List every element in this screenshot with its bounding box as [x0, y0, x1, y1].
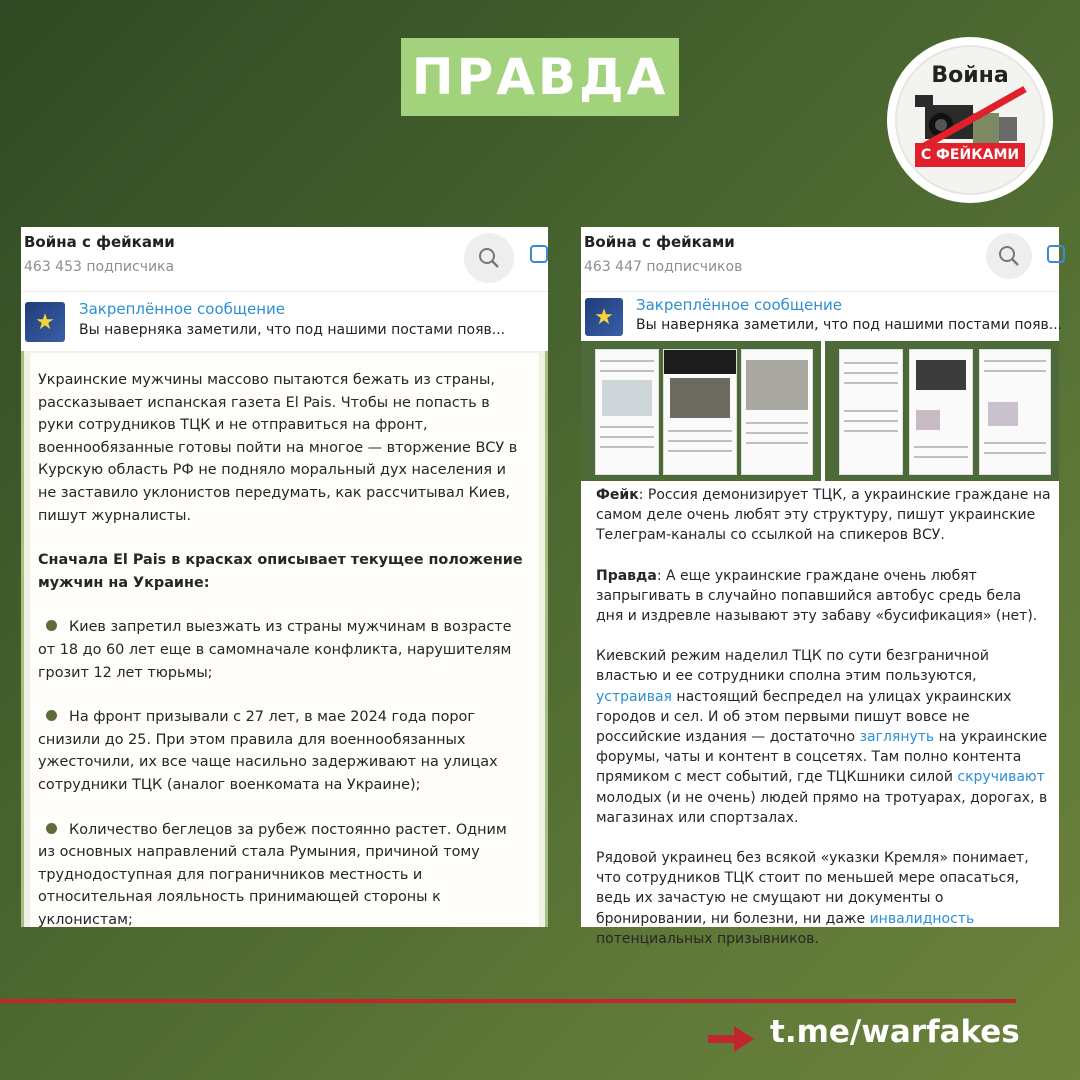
list-item: На фронт призывали с 27 лет, в мае 2024 года порог снизили до 25. При этом правила для военнообязанных ужесточили, их все чаще насильно задерживают на улицах сотрудники ТЦК (аналог военкомата на Украине);	[38, 709, 498, 793]
arrow-right-icon	[708, 1024, 756, 1054]
list-item: Количество беглецов за рубеж постоянно растет. Одним из основных направлений стала Румыния, причиной тому труднодоступная для пограничников местность и относительная лояльность принимающей стороны к уклонистам;	[38, 821, 507, 928]
channel-title[interactable]: Война с фейками	[584, 233, 735, 251]
pinned-thumbnail: ★	[585, 298, 623, 336]
post-body	[30, 353, 539, 927]
pinned-title: Закреплённое сообщение	[79, 300, 286, 318]
link-ustraivaya[interactable]: устраивая	[596, 688, 672, 705]
search-button[interactable]	[986, 233, 1032, 279]
pinned-preview: Вы наверняка заметили, что под нашими постами появ...	[636, 317, 1063, 333]
link-zaglyanut[interactable]: заглянуть	[859, 729, 935, 746]
bullet-icon	[46, 620, 57, 631]
search-icon	[998, 245, 1020, 267]
truth-label: Правда	[596, 567, 657, 584]
post-paragraph: Рядовой украинец без всякой «указки Кремля» понимает, что сотрудников ТЦК стоит по меньшей мере опасаться, ведь их зачастую не смущают ни документы о бронировании, ни болезни, ни даже инвалидность потенциальных призывников.	[596, 850, 1029, 947]
truth-paragraph: Правда: А еще украинские граждане очень любят запрыгивать в случайно попавшийся автобус средь бела дня и издревле называют эту забаву «бусификация» (нет).	[596, 567, 1038, 625]
search-icon	[478, 247, 500, 269]
post-lead: Сначала El Pais в красках описывает текущее положение мужчин на Украине:	[38, 552, 523, 591]
post-image-left[interactable]	[581, 341, 821, 481]
fake-label: Фейк	[596, 487, 639, 503]
channel-title[interactable]: Война с фейками	[24, 233, 175, 251]
post-image-collage[interactable]	[581, 341, 1059, 481]
side-panel-icon[interactable]	[530, 245, 548, 263]
pinned-message[interactable]	[581, 291, 1063, 341]
side-panel-icon[interactable]	[1047, 245, 1065, 263]
headline-banner: ПРАВДА	[401, 38, 679, 116]
post-frame	[21, 351, 548, 927]
pinned-preview: Вы наверняка заметили, что под нашими постами появ...	[79, 322, 506, 338]
fake-paragraph: Фейк: Россия демонизирует ТЦК, а украинские граждане на самом деле очень любят эту структуру, пишут украинские Телеграм-каналы со ссылкой на спикеров ВСУ.	[596, 487, 1051, 544]
channel-link[interactable]: t.me/warfakes	[770, 1014, 1020, 1050]
channel-header	[21, 227, 548, 291]
channel-logo	[887, 37, 1053, 203]
post-paragraph: Киевский режим наделил ТЦК по сути безграничной властью и ее сотрудники сполна этим пользуются, устраивая настоящий беспредел на улицах украинских городов и сел. И об этом первыми пишут вовсе не российские издания — достаточно заглянуть на украинские форумы, чаты и контент в соцсетях. Там полно контента прямиком с мест событий, где ТЦКшники силой скручивают молодых (и не очень) людей прямо на тротуарах, дорогах, в магазинах или спортзалах.	[596, 648, 1048, 826]
logo-top-text: Война	[931, 63, 1009, 88]
channel-header	[581, 227, 1059, 291]
post-image-right[interactable]	[825, 341, 1059, 481]
pinned-thumbnail: ★	[25, 302, 65, 342]
search-button[interactable]	[464, 233, 514, 283]
post-paragraph: Украинские мужчины массово пытаются бежать из страны, рассказывает испанская газета El Pais. Чтобы не попасть в руки сотрудников ТЦК и не отправиться на фронт, военнообязанные готовы пойти на многое — вторжение ВСУ в Курскую область РФ не подняло моральный дух населения и не заставило уклонистов передумать, как рассчитывал Киев, пишут журналисты.	[38, 372, 518, 524]
pinned-message[interactable]	[21, 291, 548, 349]
post-body	[581, 481, 1059, 947]
right-telegram-screenshot	[581, 227, 1063, 947]
list-item: Киев запретил выезжать из страны мужчинам в возрасте от 18 до 60 лет еще в самомначале конфликта, нарушителям грозит 12 лет тюрьмы;	[38, 619, 512, 681]
logo-bottom-text: С ФЕЙКАМИ	[915, 143, 1025, 167]
bullet-icon	[46, 710, 57, 721]
subscriber-count: 463 447 подписчиков	[584, 259, 743, 275]
link-skruchivayut[interactable]: скручивают	[957, 769, 1045, 786]
bullet-icon	[46, 823, 57, 834]
pinned-title: Закреплённое сообщение	[636, 296, 843, 314]
footer-divider	[0, 999, 1016, 1003]
left-telegram-screenshot	[21, 227, 548, 927]
subscriber-count: 463 453 подписчика	[24, 259, 175, 275]
link-invalidnost[interactable]: инвалидность	[869, 910, 975, 927]
